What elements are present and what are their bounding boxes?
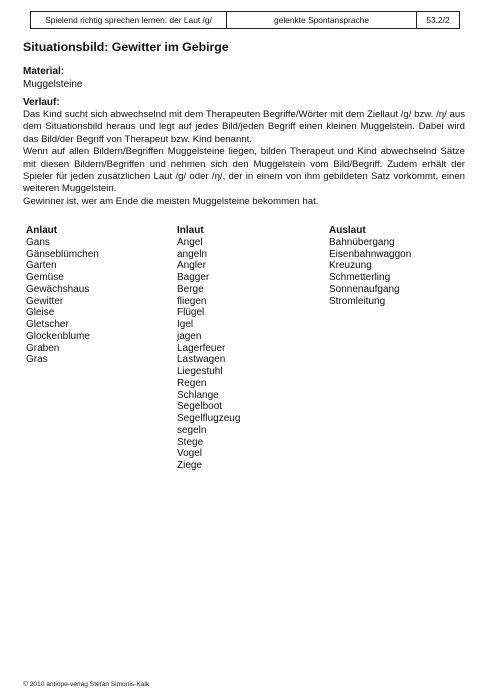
word-item: Segelflugzeug xyxy=(177,413,241,424)
column-heading: Anlaut xyxy=(26,225,58,236)
word-item: Vogel xyxy=(177,448,203,460)
material-heading: Material: xyxy=(23,66,65,77)
word-item: Gänseblümchen xyxy=(26,248,99,260)
word-item: Glockenblume xyxy=(26,330,90,342)
word-item: Sonnenaufgang xyxy=(329,283,400,295)
word-item: Eisenbahnwaggon xyxy=(329,248,412,260)
word-item: Schlange xyxy=(177,389,219,401)
word-item: Berge xyxy=(177,283,204,295)
word-item: Lagerfeuer xyxy=(177,342,226,354)
column-heading: Inlaut xyxy=(177,225,204,236)
worksheet-header xyxy=(30,11,460,29)
word-item: Graben xyxy=(26,342,60,354)
word-item: fliegen xyxy=(177,295,207,307)
word-item: Stromleitung xyxy=(329,295,386,307)
word-item: Gletscher xyxy=(26,319,69,330)
copyright-footer: © 2010 antiope-verlag Stefan Simonis-Kalk xyxy=(23,681,150,688)
word-column-inlaut xyxy=(177,225,240,472)
word-item: Lastwagen xyxy=(177,354,226,366)
word-item: Gans xyxy=(26,236,50,248)
word-item: Angel xyxy=(177,236,203,248)
word-item: Schmetterling xyxy=(329,272,391,283)
word-item: Garten xyxy=(26,260,57,272)
word-item: Igel xyxy=(177,319,194,330)
word-item: Gleise xyxy=(26,307,55,319)
page-title: Situationsbild: Gewitter im Gebirge xyxy=(23,40,229,54)
word-item: Bahnübergang xyxy=(329,236,395,248)
verlauf-paragraph: Wenn auf allen Bildern/Begriffen Muggelsteine liegen, bilden Therapeut und Kind abwechselnd Sätze mit diesen Bildern/Begriffen und nehmen sich den Muggelstein vom Bild/Begriff. Zudem erhält der Spieler für jeden zusätzlichen Laut /g/ oder /ŋ/, der in einem von ihm gebildeten Satz vorkommt, einen weiteren Muggelstein. xyxy=(23,146,465,195)
verlauf-body xyxy=(23,109,465,208)
word-item: Gras xyxy=(26,354,48,366)
word-item: Flügel xyxy=(177,307,205,319)
header-series-title: Spielend richtig sprechen lernen: der Laut /g/ xyxy=(31,12,227,28)
header-topic: gelenkte Spontansprache xyxy=(227,12,417,28)
word-item: Bagger xyxy=(177,272,210,283)
word-item: segeln xyxy=(177,424,207,436)
word-item: Kreuzung xyxy=(329,260,372,272)
verlauf-heading: Verlauf: xyxy=(23,97,60,108)
verlauf-paragraph: Das Kind sucht sich abwechselnd mit dem Therapeuten Begriffe/Wörter mit dem Ziellaut /g/ bzw. /ŋ/ aus dem Situationsbild heraus und legt auf jedes Bild/jeden Begriff einen kleinen Muggelstein. Dabei wird das Bild/der Begriff von Therapeut bzw. Kind benannt. xyxy=(23,109,465,145)
word-item: Gewitter xyxy=(26,295,64,307)
word-item: jagen xyxy=(177,330,202,342)
word-item: Gemüse xyxy=(26,272,64,283)
verlauf-paragraph: Gewinner ist, wer am Ende die meisten Muggelsteine bekommen hat. xyxy=(23,195,319,207)
word-item: Liegestuhl xyxy=(177,366,223,377)
word-column-anlaut xyxy=(26,225,99,366)
word-item: Angler xyxy=(177,260,206,272)
word-item: Stege xyxy=(177,436,204,448)
word-column-auslaut xyxy=(329,225,411,307)
word-item: Regen xyxy=(177,377,207,389)
column-heading: Auslaut xyxy=(329,225,366,236)
word-item: Gewächshaus xyxy=(26,283,90,295)
header-page-number: 53.2/2 xyxy=(426,15,450,25)
word-item: angeln xyxy=(177,248,208,260)
word-item: Segelboot xyxy=(177,401,223,413)
material-text: Muggelsteine xyxy=(23,79,83,90)
word-item: Ziege xyxy=(177,460,203,471)
